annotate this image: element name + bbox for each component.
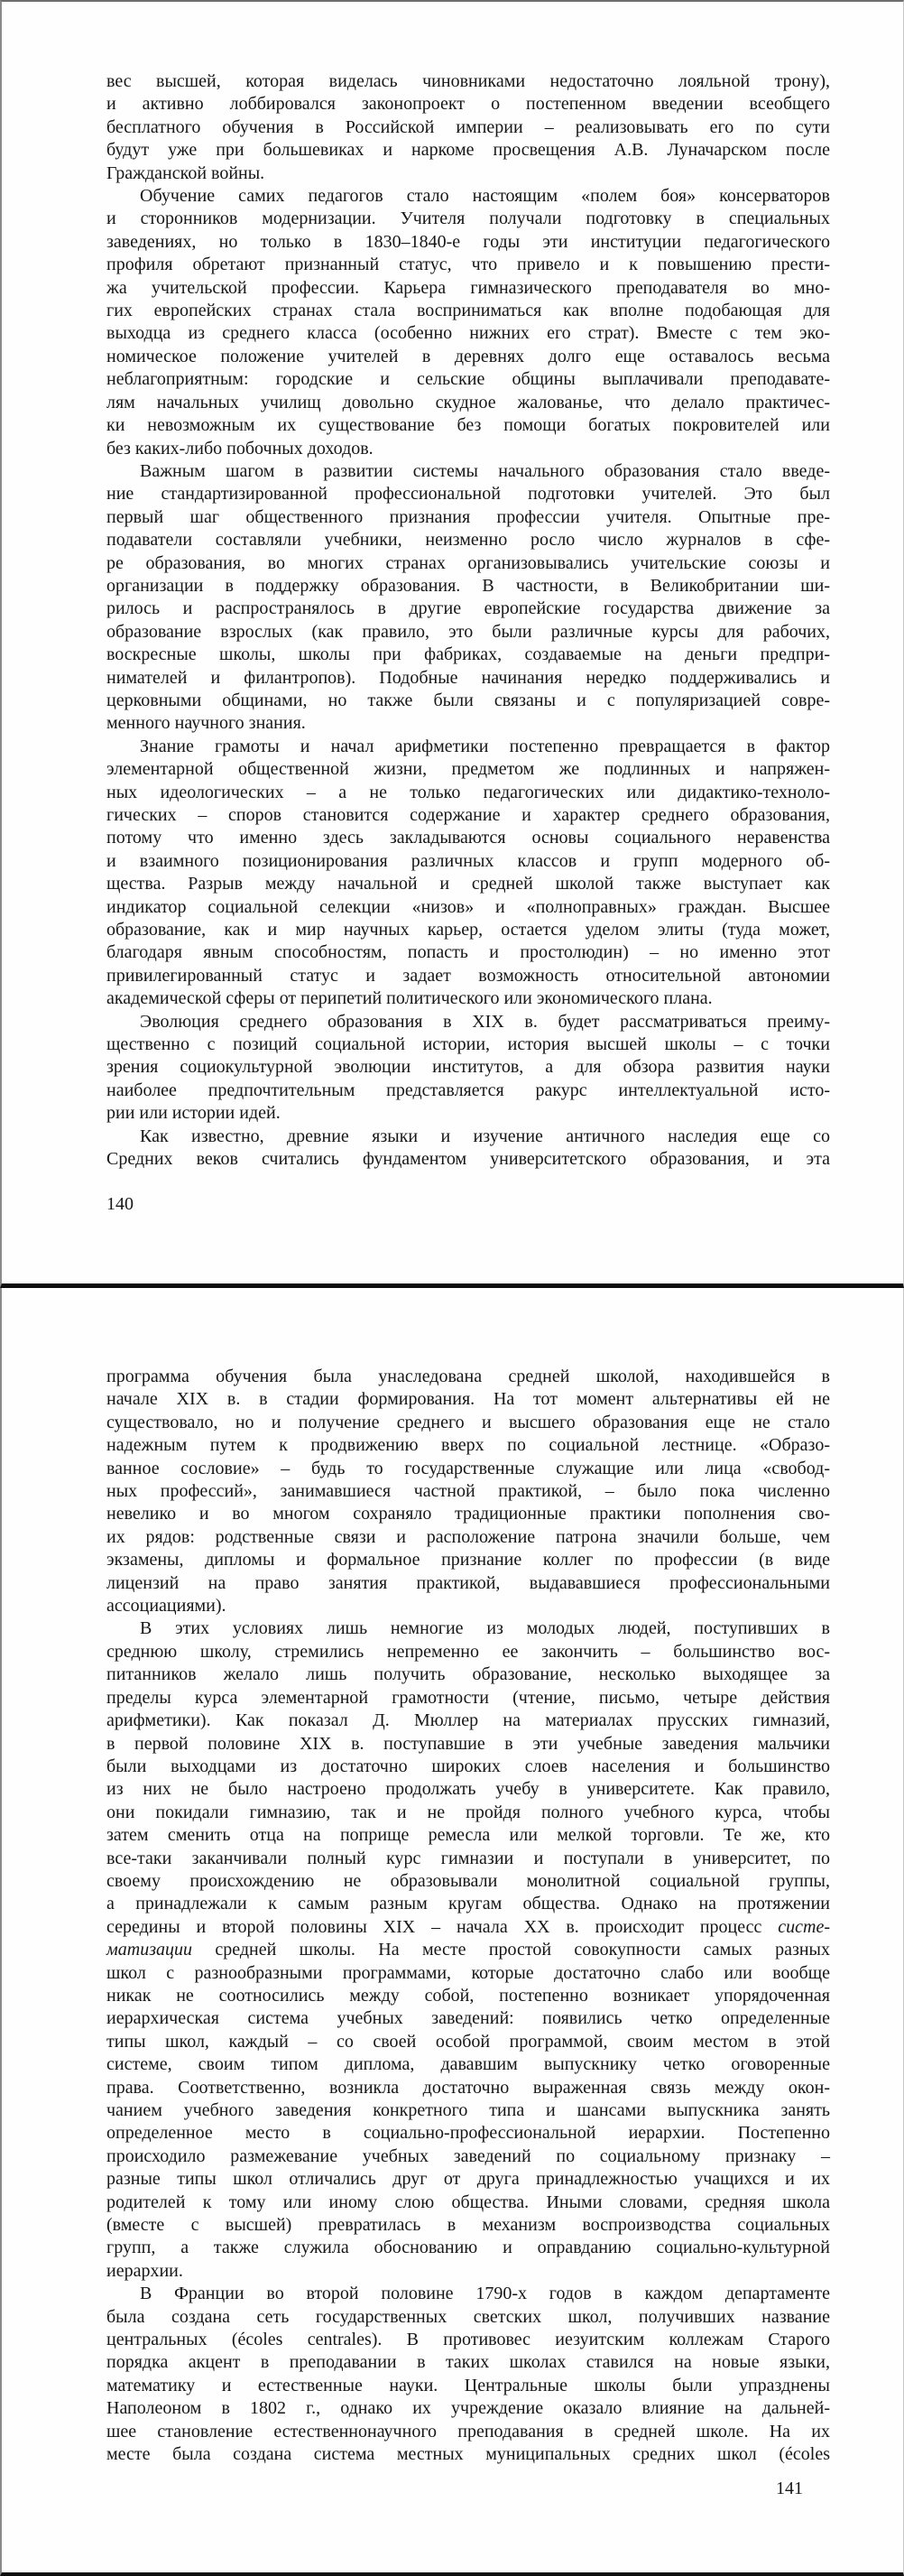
text-line: месте была создана система местных муниципальных средних школ (écoles: [106, 2444, 830, 2465]
text-line: разные типы школ отличались друг от друга принадлежностью учащихся и их: [106, 2169, 830, 2190]
text-line: системе, своим типом диплома, дававшим выпускнику четко оговоренные: [106, 2054, 830, 2075]
text-line: образование, как и мир научных карьер, остается уделом элиты (туда может,: [106, 920, 830, 941]
text-line: щественно с позиций социальной истории, история высшей школы – с точки: [106, 1034, 830, 1055]
text-line: бесплатного обучения в Российской империи – реализовывать его по сути: [106, 116, 830, 137]
text-line: элементарной общественной жизни, предметом же подлинных и напряжен-: [106, 759, 830, 780]
text-line: академической сферы от перипетий политического или экономического плана.: [106, 988, 713, 1009]
text-line: ре образования, во многих странах организовывались учительские союзы и: [106, 552, 830, 573]
text-line: они покидали гимназию, так и не пройдя полного учебного курса, чтобы: [106, 1802, 830, 1822]
text-line: (вместе с высшей) превратилась в механизм воспроизводства социальных: [106, 2215, 830, 2236]
text-line: питанников желало лишь получить образование, несколько выходящее за: [106, 1664, 830, 1685]
text-line: нимателей и филантропов). Подобные начинания нередко поддерживались и: [106, 667, 830, 688]
paragraph: [106, 1617, 830, 2283]
page-141-text: [106, 1288, 830, 2467]
text-line: выходца из среднего класса (особенно нижних его страт). Вместе с тем эко-: [106, 323, 830, 344]
text-line: индикатор социальной селекции «низов» и «полноправных» граждан. Высшее: [106, 896, 830, 917]
paragraph: [106, 1366, 830, 1617]
text-line: групп, а также служила обоснованию и оправданию социально-культурной: [106, 2238, 830, 2258]
text-line: первый шаг общественного признания профессии учителя. Опытные пре-: [106, 506, 830, 527]
text-line: Гражданской войны.: [106, 162, 265, 183]
text-line: среднюю школу, стремились непременно ее закончить – большинство вос-: [106, 1641, 830, 1662]
text-line: надежным путем к продвижению вверх по социальной лестнице. «Образо-: [106, 1435, 830, 1456]
paragraph: [106, 70, 830, 185]
text-line: программа обучения была унаследована средней школой, находившейся в: [106, 1367, 830, 1386]
text-line: происходило размежевание учебных заведений по социальному признаку –: [106, 2145, 830, 2166]
paragraph: [106, 1126, 830, 1172]
text-line: без каких-либо побочных доходов.: [106, 438, 374, 459]
text-line: рилось и распространялось в другие европейские государства движение за: [106, 598, 830, 619]
text-line: В этих условиях лишь немногие из молодых людей, поступивших в: [140, 1618, 830, 1639]
text-line: рии или истории идей.: [106, 1103, 281, 1124]
page-number-140: 140: [106, 1193, 134, 1214]
text-line: вес высшей, которая виделась чиновниками недостаточно лояльной трону),: [106, 71, 830, 91]
text-line: лям начальных училищ довольно скудное жалованье, что делало практичес-: [106, 392, 830, 412]
text-line: своему происхождению не образовывали монолитной социальной группы,: [106, 1870, 830, 1891]
text-line: ассоциациями).: [106, 1596, 226, 1617]
text-line: их рядов: родственные связи и расположение патрона значили больше, чем: [106, 1526, 830, 1547]
text-line: неблагоприятным: городские и сельские общины выплачивали преподавате-: [106, 369, 830, 390]
text-line: В Франции во второй половине 1790-х годов в каждом департаменте: [140, 2284, 830, 2304]
text-line: номическое положение учителей в деревнях долго еще оставалось весьма: [106, 346, 830, 366]
text-line: организации в поддержку образования. В частности, в Великобритании ши-: [106, 575, 830, 596]
text-line: родителей к тому или иному слою общества. Иными словами, средняя школа: [106, 2191, 830, 2212]
page-number-141: 141: [776, 2478, 803, 2498]
text-line: Наполеоном в 1802 г., однако их учреждение оказало влияние на дальней-: [106, 2398, 830, 2419]
page-140-text: [106, 2, 830, 1172]
text-line: жа учительской профессии. Карьера гимназического преподавателя во мно-: [106, 277, 830, 298]
text-line: зрения социокультурной эволюции институтов, а для обзора развития науки: [106, 1057, 830, 1078]
text-line: была создана сеть государственных светских школ, получивших название: [106, 2306, 830, 2327]
text-line: иерархии.: [106, 2260, 183, 2281]
text-line: были выходцами из достаточно широких слоев населения и большинство: [106, 1756, 830, 1776]
text-line: школ с разнообразными программами, которые достаточно слабо или вообще: [106, 1962, 830, 1983]
text-line: [106, 1916, 830, 1939]
text-line: гих европейских странах стала восприниматься как вполне подобающая для: [106, 301, 830, 321]
text-line: лицензий на право занятия практикой, выдававшиеся профессиональными: [106, 1572, 830, 1593]
paragraph: [106, 1011, 830, 1126]
text-run: средней школы. На месте простой совокупности самых разных: [192, 1940, 830, 1960]
paragraph: [106, 185, 830, 460]
text-line: в первой половине XIX в. поступавшие в эти учебные заведения мальчики: [106, 1733, 830, 1754]
text-line: Средних веков считались фундаментом университетского образования, и эта: [106, 1149, 830, 1170]
text-line: и сторонников модернизации. Учителя получали подготовку в специальных: [106, 208, 830, 229]
text-line: математику и естественные науки. Центральные школы были упразднены: [106, 2375, 830, 2395]
text-line: порядка акцент в преподавании в таких школах ставился на новые языки,: [106, 2352, 830, 2373]
italic-text-run: систе-: [778, 1916, 830, 1937]
text-line: щества. Разрыв между начальной и средней школой также выступает как: [106, 874, 830, 894]
text-line: экзамены, дипломы и формальное признание коллег по профессии (в виде: [106, 1550, 830, 1571]
text-line: определенное место в социально-профессиональной иерархии. Постепенно: [106, 2123, 830, 2144]
text-line: церковными общинами, но также были связаны и с популяризацией совре-: [106, 690, 830, 710]
text-line: образование взрослых (как правило, это были различные курсы для рабочих,: [106, 621, 830, 642]
text-line: а принадлежали к самым разным кругам общества. Однако на протяжении: [106, 1894, 830, 1914]
text-line: ванное сословие» – будь то государственные служащие или лица «свобод-: [106, 1458, 830, 1478]
text-line: чанием учебного заведения конкретного типа и шансами выпускника занять: [106, 2100, 830, 2120]
text-line: шее становление естественнонаучного преподавания в средней школе. На их: [106, 2421, 830, 2442]
text-line: ных идеологических – а не только педагогических или дидактико-техноло-: [106, 782, 830, 802]
text-line: и взаимного позиционирования различных классов и групп модерного об-: [106, 850, 830, 871]
text-line: Знание грамоты и начал арифметики постепенно превращается в фактор: [140, 736, 830, 756]
text-run: середины и второй половины XIX – начала XX в. происходит процесс: [106, 1916, 779, 1937]
text-line: подаватели составляли учебники, неизменно росло число журналов в сфе-: [106, 530, 830, 551]
text-line: права. Соответственно, возникла достаточно выраженная связь между окон-: [106, 2077, 830, 2098]
text-line: ние стандартизированной профессиональной подготовки учителей. Это был: [106, 484, 830, 505]
text-line: менного научного знания.: [106, 713, 306, 734]
text-line: привилегированный статус и задает возможность относительной автономии: [106, 965, 830, 986]
text-line: будут уже при большевиках и наркоме просвещения А.В. Луначарском после: [106, 140, 830, 161]
text-line: никак не соотносились между собой, постепенно возникает упорядоченная: [106, 1985, 830, 2006]
text-line: потому что именно здесь закладываются основы социального неравенства: [106, 828, 830, 848]
text-line: гических – споров становится содержание и характер среднего образования,: [106, 805, 830, 825]
text-line: Важным шагом в развитии системы начального образования стало введе-: [140, 460, 830, 481]
text-line: наиболее предпочтительным представляется ракурс интеллектуальной исто-: [106, 1080, 830, 1100]
text-line: иерархическая система учебных заведений: появились четко определенные: [106, 2008, 830, 2029]
text-line: типы школ, каждый – со своей особой программой, своим местом в этой: [106, 2031, 830, 2052]
text-line: Эволюция среднего образования в XIX в. будет рассматриваться преиму-: [140, 1011, 830, 1032]
paragraph: [106, 2283, 830, 2466]
text-line: заведениях, но только в 1830–1840-е годы эти институции педагогического: [106, 231, 830, 252]
text-line: благодаря явным способностям, попасть и простолюдин) – но именно этот: [106, 942, 830, 963]
text-line: [106, 1939, 830, 1961]
text-line: затем сменить отца на поприще ремесла или мелкой торговли. Те же, кто: [106, 1825, 830, 1846]
text-line: профиля обретают признанный статус, что привело и к повышению прести-: [106, 255, 830, 275]
text-line: ки невозможным их существование без помощи богатых покровителей или: [106, 415, 830, 436]
text-line: существовало, но и получение среднего и высшего образования еще не стало: [106, 1412, 830, 1432]
page-141: [0, 1288, 904, 2576]
text-line: Как известно, древние языки и изучение античного наследия еще со: [140, 1126, 830, 1146]
text-line: центральных (écoles centrales). В противовес иезуитским коллежам Старого: [106, 2330, 830, 2350]
text-line: из них не было настроено продолжать учебу в университете. Как правило,: [106, 1779, 830, 1800]
text-line: пределы курса элементарной грамотности (чтение, письмо, четыре действия: [106, 1687, 830, 1708]
text-line: Обучение самих педагогов стало настоящим «полем боя» консерваторов: [140, 186, 830, 207]
text-line: и активно лоббировался законопроект о постепенном введении всеобщего: [106, 94, 830, 115]
text-line: воскресные школы, школы при фабриках, создаваемые на деньги предпри-: [106, 644, 830, 665]
paragraph: [106, 460, 830, 736]
text-line: все-таки заканчивали полный курс гимназии и поступали в университет, по: [106, 1848, 830, 1868]
italic-text-run: матизации: [106, 1940, 193, 1960]
text-line: невелико и во многом сохраняло традиционные практики пополнения сво-: [106, 1504, 830, 1524]
text-line: ных профессий», занимавшиеся частной практикой, – было пока численно: [106, 1481, 830, 1502]
text-line: арифметики). Как показал Д. Мюллер на материалах прусских гимназий,: [106, 1710, 830, 1731]
text-line: начале XIX в. в стадии формирования. На тот момент альтернативы ей не: [106, 1389, 830, 1410]
paragraph: [106, 736, 830, 1011]
